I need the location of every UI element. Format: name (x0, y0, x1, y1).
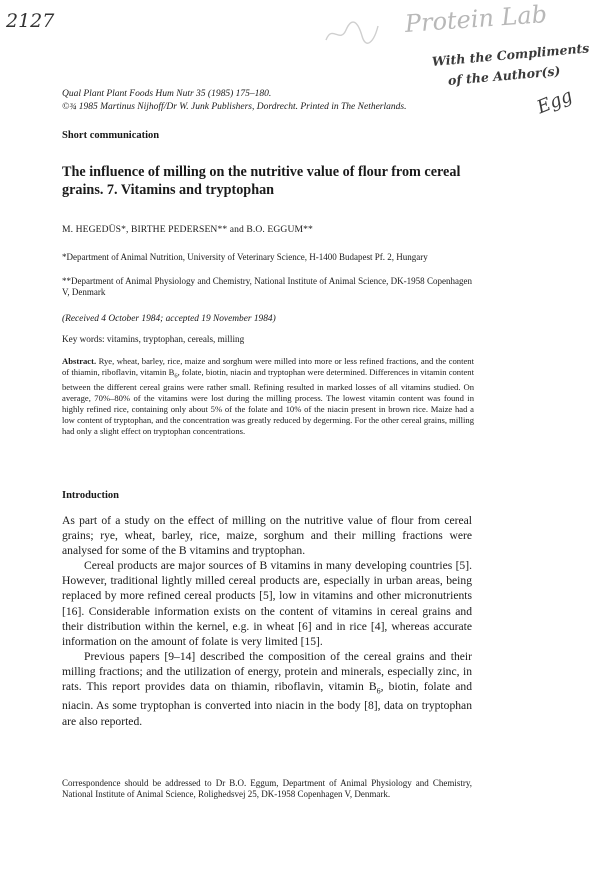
intro-p3-subscript: 6 (376, 686, 381, 696)
keywords-label: Key words: (62, 334, 105, 344)
introduction-body (62, 513, 472, 729)
author-list: M. HEGEDÜS*, BIRTHE PEDERSEN** and B.O. EGGUM** (62, 224, 313, 235)
intro-paragraph-1: As part of a study on the effect of milling on the nutritive value of flour from cereal grains; rye, wheat, barley, rice, maize, sorghum and their milling fractions were analysed for some of the B vitamins and tryptophan. (62, 514, 472, 558)
intro-p3-post: , biotin, folate and niacin. As some tryptophan is converted into niacin in the body [8], data on tryptophan are also reported. (62, 680, 472, 728)
article-type: Short communication (62, 130, 160, 141)
abstract-subscript: 6 (174, 372, 178, 380)
pencil-note: Protein Lab (404, 0, 548, 38)
pencil-scribble (322, 18, 382, 48)
introduction-heading: Introduction (62, 490, 119, 501)
handwritten-initials: Egg (534, 85, 576, 119)
correspondence-note: Correspondence should be addressed to Dr B.O. Eggum, Department of Animal Physiology and Chemistry, National Institute of Animal Science, Rolighedsvej 25, DK-1958 Copenhagen V, Denmark. (62, 778, 472, 799)
affiliation-2: **Department of Animal Physiology and Chemistry, National Institute of Animal Science, DK-1958 Copenhagen V, Denmark (62, 276, 472, 297)
affiliation-1: *Department of Animal Nutrition, University of Veterinary Science, H-1400 Budapest Pf. 2, Hungary (62, 252, 428, 262)
journal-citation: Qual Plant Plant Foods Hum Nutr 35 (1985) 175–180. (62, 89, 272, 99)
abstract-text-pre: Rye, wheat, barley, rice, maize and sorghum were milled into more or less refined fractions, and the content of thiamin, riboflavin, vitamin B (62, 356, 474, 377)
keywords-text: vitamins, tryptophan, cereals, milling (106, 334, 245, 344)
compliments-line-1: With the Compliments (431, 40, 590, 69)
publisher-line: ©¾ 1985 Martinus Nijhoff/Dr W. Junk Publishers, Dordrecht. Printed in The Netherlands. (62, 102, 407, 112)
abstract (62, 356, 474, 437)
compliments-line-2: of the Author(s) (447, 63, 561, 88)
received-dates: (Received 4 October 1984; accepted 19 November 1984) (62, 314, 276, 324)
intro-p3-pre: Previous papers [9–14] described the composition of the cereal grains and their milling fractions; and the utilization of energy, protein and minerals, especially zinc, in rats. This report provides data on thiamin, riboflavin, vitamin B (62, 649, 472, 694)
handwritten-number: 2127 (6, 10, 55, 32)
intro-paragraph-3 (62, 649, 472, 729)
abstract-text-post: , folate, biotin, niacin and tryptophan were determined. Differences in vitamin content between the different cereal grains were rather small. Refining resulted in marked losses of all vitamins studied. On average, 70%–80% of the vitamins were lost during the milling process. The lowest vitamin content was found in highly refined rice, containing only about 5% of the folate and 10% of the niacin present in brown rice. Maize had a low content of tryptophan, and the concentration was greatly reduced by degerming. For the other cereal grains, milling had only a slight effect on tryptophan concentrations. (62, 367, 474, 436)
article-title: The influence of milling on the nutritive value of flour from cereal grains. 7. Vitamins and tryptophan (62, 164, 461, 198)
intro-paragraph-2: Cereal products are major sources of B vitamins in many developing countries [5]. However, traditional lightly milled cereal products are, especially in urban areas, being replaced by more refined cereal products [5], low in vitamins and other micronutrients [16]. Considerable information exists on the content of vitamins in cereal grains and their distribution within the kernel, e.g. in wheat [6] and in rice [4], whereas accurate information on the amount of folate is very limited [15]. (62, 559, 472, 648)
abstract-label: Abstract. (62, 356, 97, 366)
keywords (62, 334, 482, 344)
